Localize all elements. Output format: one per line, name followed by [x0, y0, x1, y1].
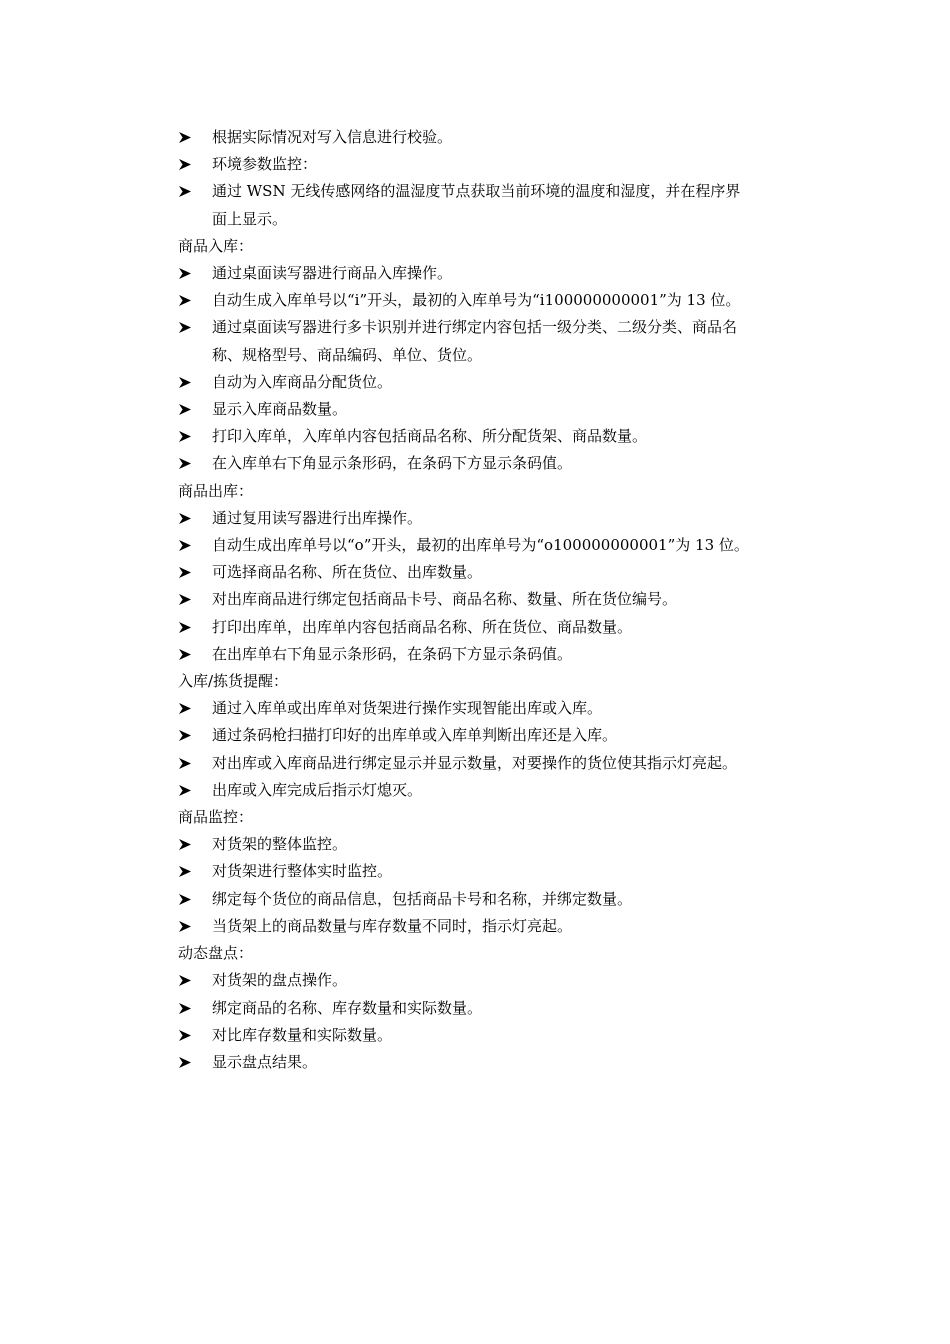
line-text: 打印出库单，出库单内容包括商品名称、所在货位、商品数量。 [212, 617, 633, 636]
arrow-bullet-icon [178, 314, 192, 341]
line-text: 商品出库： [178, 481, 254, 500]
line-text: 可选择商品名称、所在货位、出库数量。 [212, 563, 483, 582]
bullet-item [178, 614, 818, 641]
section-heading [178, 478, 818, 505]
bullet-item [178, 641, 818, 668]
arrow-bullet-icon [178, 722, 192, 749]
line-text: 环境参数监控： [212, 155, 318, 174]
arrow-bullet-icon [178, 532, 192, 559]
line-text: 对货架进行整体实时监控。 [212, 862, 393, 881]
bullet-item [178, 995, 818, 1022]
arrow-bullet-icon [178, 369, 192, 396]
line-text: 出库或入库完成后指示灯熄灭。 [212, 780, 423, 799]
arrow-bullet-icon [178, 967, 192, 994]
bullet-item [178, 450, 818, 477]
line-text: 商品监控： [178, 808, 254, 827]
bullet-item [178, 314, 818, 341]
line-text: 面上显示。 [212, 209, 288, 228]
arrow-bullet-icon [178, 559, 192, 586]
arrow-bullet-icon [178, 831, 192, 858]
line-text: 自动为入库商品分配货位。 [212, 372, 393, 391]
bullet-item [178, 750, 818, 777]
section-heading [178, 804, 818, 831]
line-text: 绑定每个货位的商品信息，包括商品卡号和名称，并绑定数量。 [212, 889, 633, 908]
arrow-bullet-icon [178, 178, 192, 205]
line-text: 自动生成入库单号以“i”开头，最初的入库单号为“i100000000001”为 13 位。 [212, 291, 741, 310]
arrow-bullet-icon [178, 260, 192, 287]
arrow-bullet-icon [178, 1022, 192, 1049]
arrow-bullet-icon [178, 695, 192, 722]
bullet-item [178, 287, 818, 314]
line-text: 自动生成出库单号以“o”开头，最初的出库单号为“o100000000001”为 13 位。 [212, 536, 749, 555]
line-text: 通过条码枪扫描打印好的出库单或入库单判断出库还是入库。 [212, 726, 618, 745]
arrow-bullet-icon [178, 287, 192, 314]
arrow-bullet-icon [178, 641, 192, 668]
line-text: 对比库存数量和实际数量。 [212, 1025, 393, 1044]
bullet-item [178, 858, 818, 885]
arrow-bullet-icon [178, 423, 192, 450]
arrow-bullet-icon [178, 913, 192, 940]
line-text: 对出库或入库商品进行绑定显示并显示数量，对要操作的货位使其指示灯亮起。 [212, 753, 738, 772]
bullet-item [178, 722, 818, 749]
bullet-item [178, 532, 818, 559]
line-text: 动态盘点： [178, 944, 254, 963]
line-text: 对出库商品进行绑定包括商品卡号、商品名称、数量、所在货位编号。 [212, 590, 678, 609]
bullet-item [178, 886, 818, 913]
bullet-item [178, 586, 818, 613]
line-text: 通过复用读写器进行出库操作。 [212, 508, 423, 527]
bullet-item [178, 151, 818, 178]
line-text: 通过入库单或出库单对货架进行操作实现智能出库或入库。 [212, 699, 603, 718]
bullet-item [178, 423, 818, 450]
bullet-item [178, 369, 818, 396]
bullet-item [178, 396, 818, 423]
line-text: 入库/拣货提醒： [178, 672, 289, 691]
arrow-bullet-icon [178, 396, 192, 423]
section-heading [178, 940, 818, 967]
arrow-bullet-icon [178, 124, 192, 151]
bullet-continuation [178, 342, 818, 369]
document-body [178, 124, 818, 1076]
arrow-bullet-icon [178, 750, 192, 777]
line-text: 在入库单右下角显示条形码，在条码下方显示条码值。 [212, 454, 573, 473]
bullet-item [178, 777, 818, 804]
arrow-bullet-icon [178, 886, 192, 913]
line-text: 通过 WSN 无线传感网络的温湿度节点获取当前环境的温度和湿度，并在程序界 [212, 182, 741, 201]
line-text: 显示盘点结果。 [212, 1052, 318, 1071]
line-text: 根据实际情况对写入信息进行校验。 [212, 128, 453, 146]
line-text: 显示入库商品数量。 [212, 400, 348, 419]
arrow-bullet-icon [178, 614, 192, 641]
line-text: 通过桌面读写器进行多卡识别并进行绑定内容包括一级分类、二级分类、商品名 [212, 318, 738, 337]
bullet-item [178, 260, 818, 287]
line-text: 通过桌面读写器进行商品入库操作。 [212, 264, 453, 283]
line-text: 称、规格型号、商品编码、单位、货位。 [212, 345, 483, 364]
line-text: 在出库单右下角显示条形码，在条码下方显示条码值。 [212, 644, 573, 663]
arrow-bullet-icon [178, 995, 192, 1022]
section-heading [178, 668, 818, 695]
bullet-item [178, 1049, 818, 1076]
arrow-bullet-icon [178, 586, 192, 613]
bullet-item [178, 505, 818, 532]
bullet-item [178, 559, 818, 586]
line-text: 当货架上的商品数量与库存数量不同时，指示灯亮起。 [212, 916, 573, 935]
bullet-item [178, 1022, 818, 1049]
line-text: 对货架的整体监控。 [212, 835, 348, 854]
arrow-bullet-icon [178, 450, 192, 477]
arrow-bullet-icon [178, 858, 192, 885]
line-text: 商品入库： [178, 236, 254, 255]
bullet-item [178, 967, 818, 994]
arrow-bullet-icon [178, 151, 192, 178]
arrow-bullet-icon [178, 505, 192, 532]
line-text: 绑定商品的名称、库存数量和实际数量。 [212, 998, 483, 1017]
bullet-item [178, 913, 818, 940]
arrow-bullet-icon [178, 777, 192, 804]
line-text: 打印入库单，入库单内容包括商品名称、所分配货架、商品数量。 [212, 427, 648, 446]
line-text: 对货架的盘点操作。 [212, 971, 348, 990]
bullet-item [178, 178, 818, 205]
section-heading [178, 233, 818, 260]
bullet-item [178, 831, 818, 858]
arrow-bullet-icon [178, 1049, 192, 1076]
bullet-continuation [178, 206, 818, 233]
bullet-item [178, 124, 818, 151]
bullet-item [178, 695, 818, 722]
